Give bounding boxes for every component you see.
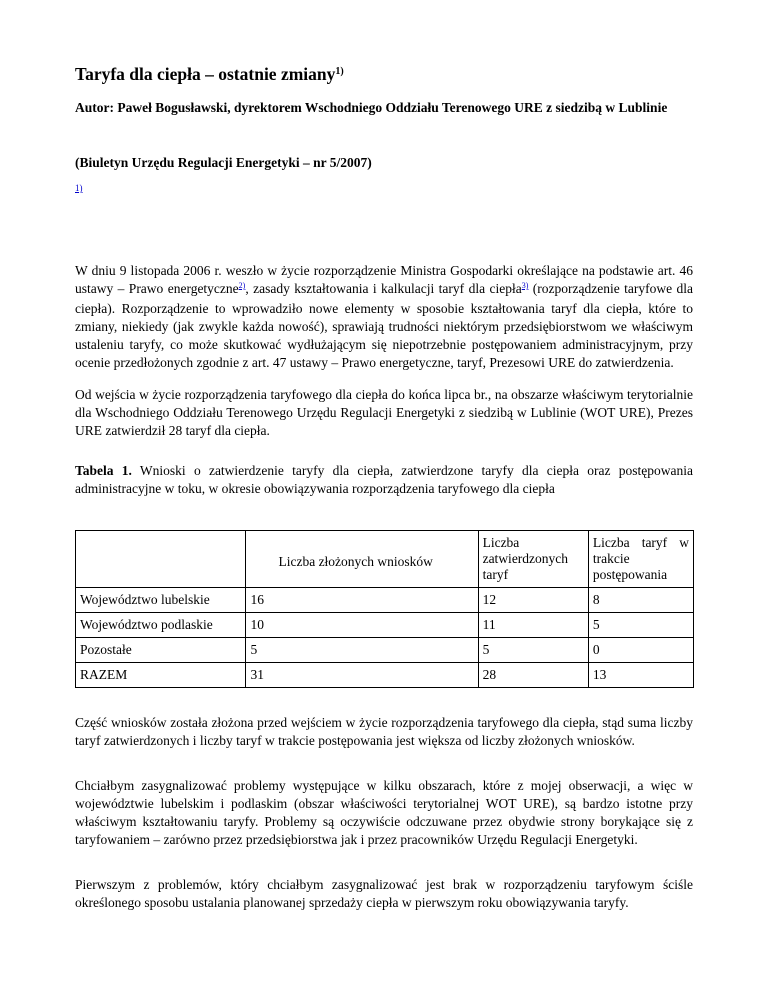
- table-cell: 5: [478, 638, 588, 663]
- paragraph-approved-count: Od wejścia w życie rozporządzenia taryfowego dla ciepła do końca lipca br., na obszarze właściwym terytorialnie dla Wschodniego Oddziału Terenowego Urzędu Regulacji Energetyki z siedzibą w Lublinie (WOT URE), Prezes URE zatwierdził 28 taryf dla ciepła.: [75, 387, 693, 438]
- table-cell: Województwo podlaskie: [76, 613, 246, 638]
- table-cell: Pozostałe: [76, 638, 246, 663]
- footnote-link-3[interactable]: 3): [521, 281, 529, 290]
- paragraph-first-problem: Pierwszym z problemów, który chciałbym zasygnalizować jest brak w rozporządzeniu taryfowym ściśle określonego sposobu ustalania planowanej sprzedaży ciepła w pierwszym roku obowiązywania taryfy.: [75, 877, 693, 910]
- table-cell: 0: [588, 638, 693, 663]
- table-caption-label: Tabela 1.: [75, 463, 132, 478]
- paragraph-intro: W dniu 9 listopada 2006 r. weszło w życie rozporządzenie Ministra Gospodarki określające na podstawie art. 46 ustawy – Prawo energetyczne$^{2)}$, zasady kształtowania i kalkulacji taryf dla ciepła$^{3)}$ (rozporządzenie taryfowe dla ciepła). Rozporządzenie to wprowadziło nowe elementy w sposobie kształtowania taryf dla ciepła, które to zmiany, niekiedy (jak zwykle każda nowość), sprawiają trudności niektórym przedsiębiorstwom we właściwym ustaleniu taryfy, co może skutkować wydłużającym się niepotrzebnie postępowaniem administracyjnym, przy ocenie przedłożonych zgodnie z art. 47 ustawy – Prawo energetyczne, taryf, Prezesowi URE do zatwierdzenia.: [75, 263, 693, 370]
- title-text: Taryfa dla ciepła – ostatnie zmiany: [75, 64, 336, 84]
- table-cell: RAZEM: [76, 663, 246, 688]
- table-cell: 28: [478, 663, 588, 688]
- table-header-cell: Liczba zatwierdzonych taryf: [478, 531, 588, 588]
- paragraph-note: Część wniosków została złożona przed wejściem w życie rozporządzenia taryfowego dla ciepła, stąd suma liczby taryf zatwierdzonych i liczby taryf w trakcie postępowania jest większa od liczby złożonych wniosków.: [75, 715, 693, 748]
- table-header-cell: Liczba złożonych wniosków: [246, 531, 478, 588]
- tariff-table: [75, 530, 694, 688]
- paragraph-problems: Chciałbym zasygnalizować problemy występujące w kilku obszarach, które z mojej obserwacji, a więc w województwie lubelskim i podlaskim (obszar właściwości terytorialnej WOT URE), są bardzo istotne przy właściwym kształtowaniu taryfy. Problemy są oczywiście odczuwane przez obydwie strony borykające się z taryfowaniem – zarówno przez przedsiębiorstwa jak i przez pracowników Urzędu Regulacji Energetyki.: [75, 778, 693, 847]
- table-cell: Województwo lubelskie: [76, 588, 246, 613]
- table-cell: 12: [478, 588, 588, 613]
- table-row: [76, 663, 694, 688]
- table-row: [76, 588, 694, 613]
- table-cell: 8: [588, 588, 693, 613]
- table-cell: 16: [246, 588, 478, 613]
- table-row: [76, 613, 694, 638]
- footnote-link[interactable]: 1): [75, 183, 83, 193]
- source-line: (Biuletyn Urzędu Regulacji Energetyki – nr 5/2007): [75, 155, 372, 170]
- table-cell: 11: [478, 613, 588, 638]
- table-header-cell: Liczba taryf w trakcie postępowania: [588, 531, 693, 588]
- table-cell: 5: [588, 613, 693, 638]
- table-cell: 5: [246, 638, 478, 663]
- table-row: [76, 638, 694, 663]
- table-cell: 31: [246, 663, 478, 688]
- table-caption: Tabela 1. Wnioski o zatwierdzenie taryfy dla ciepła, zatwierdzone taryfy dla ciepła oraz postępowania administracyjne w toku, w okresie obowiązywania rozporządzenia taryfowego dla ciepła: [75, 463, 693, 496]
- table-header-cell: [76, 531, 246, 588]
- table-cell: 10: [246, 613, 478, 638]
- table-cell: 13: [588, 663, 693, 688]
- table-header-row: [76, 531, 694, 588]
- author-line: Autor: Paweł Bogusławski, dyrektorem Wschodniego Oddziału Terenowego URE z siedzibą w Lublinie: [75, 100, 668, 115]
- footnote-link-2[interactable]: 2): [238, 281, 246, 290]
- document-title: [75, 64, 344, 85]
- title-footnote-marker: 1): [335, 66, 344, 77]
